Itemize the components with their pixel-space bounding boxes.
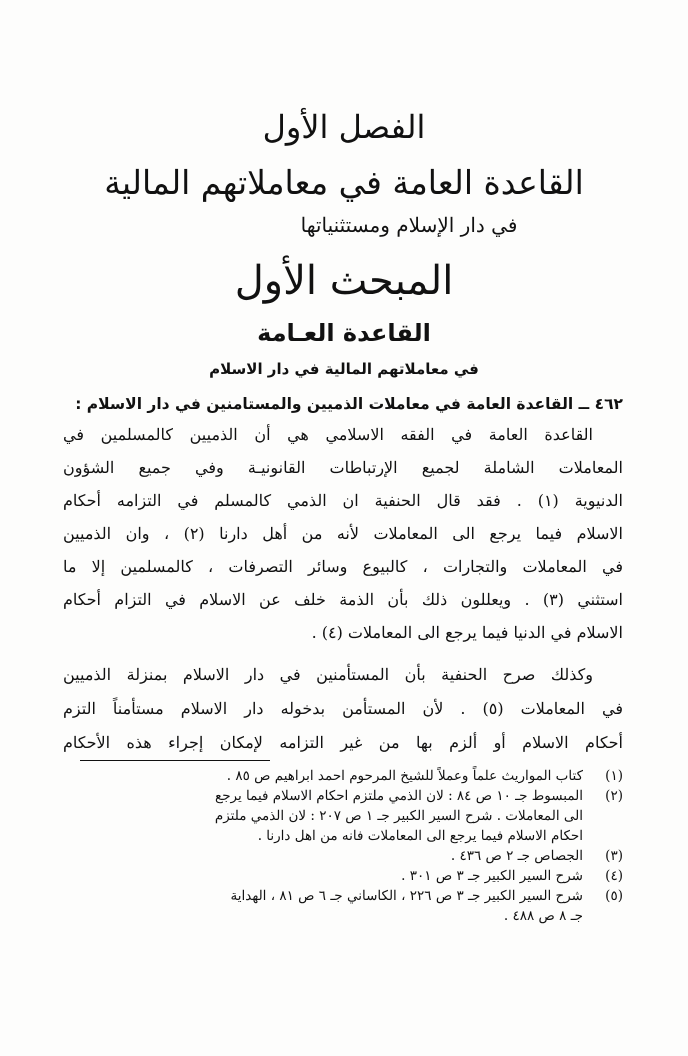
footnote-item [63, 906, 623, 926]
chapter-title: الفصل الأول [262, 108, 426, 146]
footnote-item [63, 866, 623, 886]
sub-title: في دار الإسلام ومستثنياتها [300, 213, 518, 237]
main-title: القاعدة العامة في معاملاتهم المالية [104, 163, 584, 202]
footnote-text: الى المعاملات . شرح السير الكبير جـ ١ ص ٢٠٧ : لان الذمي ملتزم [214, 808, 583, 824]
footnote-number: (٥) [605, 888, 623, 904]
footnote-text: المبسوط جـ ١٠ ص ٨٤ : لان الذمي ملتزم احكام الاسلام فيما يرجع [215, 788, 583, 804]
body-line: المعاملات الشاملة لجميع الإرتباطات القانونيـة وفي جميع الشؤون [63, 458, 623, 477]
body-line: القاعدة العامة في الفقه الاسلامي هي أن الذميين كالمسلمين في [63, 425, 593, 444]
rule-heading: القاعدة العـامة [257, 319, 431, 347]
body-line: في المعاملات (٥) . لأن المستأمن بدخوله دار الاسلام مستأمناً التزم [63, 699, 624, 718]
footnote-text: الجصاص جـ ٢ ص ٤٣٦ . [450, 848, 583, 864]
paragraph-heading: ٤٦٢ ــ القاعدة العامة في معاملات الذميين والمستامنين في دار الاسلام : [75, 395, 623, 413]
section-title: المبحث الأول [234, 258, 454, 304]
footnote-text: شرح السير الكبير جـ ٣ ص ٢٢٦ ، الكاساني جـ ٦ ص ٨١ ، الهداية [230, 888, 583, 904]
body-line: في المعاملات والتجارات ، كالبيوع وسائر التصرفات ، كالمسلمين إلا ما [63, 557, 623, 576]
body-text [63, 418, 623, 758]
footnote-number: (٣) [605, 848, 623, 864]
footnote-number: (١) [605, 768, 623, 784]
body-line: استثني (٣) . ويعللون ذلك بأن الذمة خلف عن الاسلام في التزام أحكام [63, 590, 624, 609]
footnotes [63, 766, 623, 926]
footnote-divider [80, 760, 270, 761]
body-line: الاسلام فيما يرجع الى المعاملات لأنه من أهل دارنا (٢) ، وان الذميين [63, 524, 624, 543]
footnote-text: جـ ٨ ص ٤٨٨ . [503, 908, 583, 924]
body-line: أحكام الاسلام أو ألزم بها من غير التزامه لإمكان إجراء هذه الأحكام [63, 733, 623, 752]
footnote-text: كتاب المواريث علماً وعملاً للشيخ المرحوم احمد ابراهيم ص ٨٥ . [226, 768, 583, 784]
footnote-text: احكام الاسلام فيما يرجع الى المعاملات فانه من اهل دارنا . [257, 828, 583, 844]
footnote-text: شرح السير الكبير جـ ٣ ص ٣٠١ . [401, 868, 583, 884]
rule-subheading: في معاملاتهم المالية في دار الاسلام [209, 360, 479, 378]
body-line: الاسلام في الدنيا فيما يرجع الى المعاملات (٤) . [311, 623, 623, 642]
footnote-item [63, 846, 623, 866]
body-line: الدنيوية (١) . فقد قال الحنفية ان الذمي كالمسلم في التزامه أحكام [63, 491, 624, 510]
footnote-number: (٤) [605, 868, 623, 884]
footnote-item [63, 886, 623, 906]
footnote-item [63, 806, 623, 826]
footnote-number: (٢) [605, 788, 623, 804]
footnote-item [63, 826, 623, 846]
footnote-item [63, 766, 623, 786]
body-line: وكذلك صرح الحنفية بأن المستأمنين في دار الاسلام بمنزلة الذميين [63, 665, 593, 684]
footnote-item [63, 786, 623, 806]
